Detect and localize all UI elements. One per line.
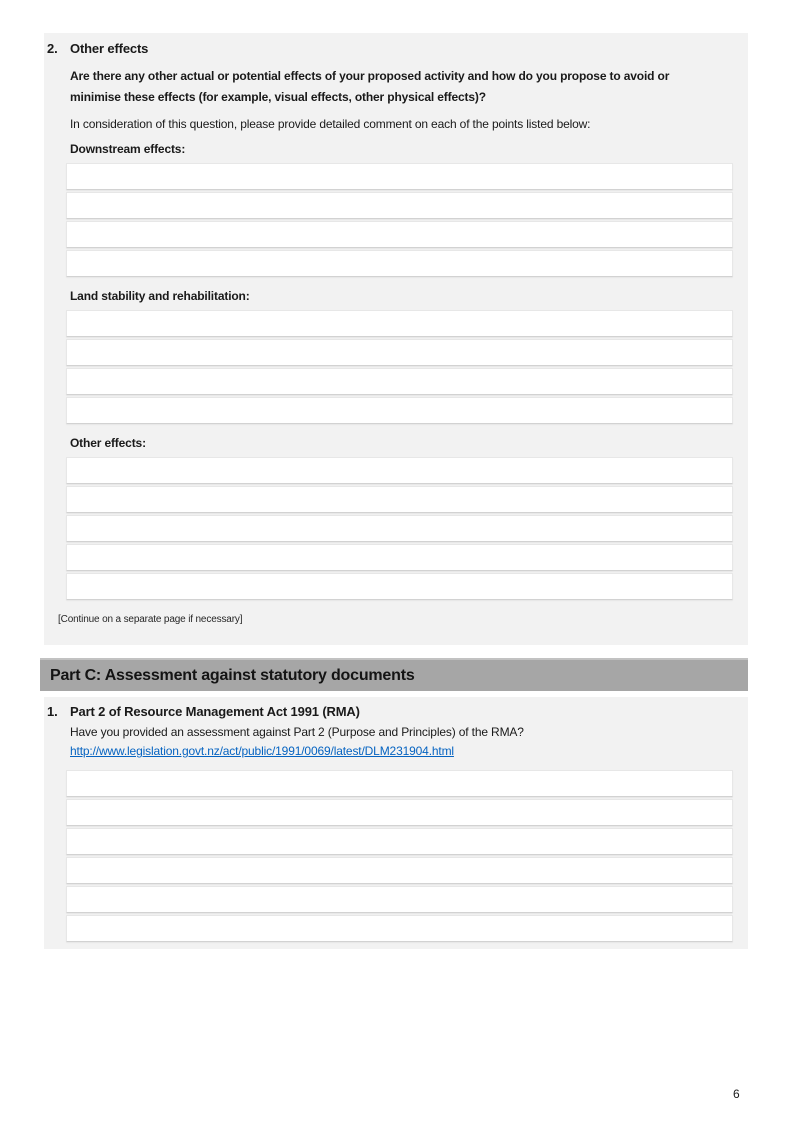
part-c-banner	[40, 658, 748, 691]
input-lines-rma-assessment	[66, 770, 733, 942]
section-title: Other effects	[70, 41, 149, 56]
input-line[interactable]	[66, 250, 733, 277]
input-line[interactable]	[66, 339, 733, 366]
input-line[interactable]	[66, 770, 733, 797]
input-lines-land-stability	[66, 310, 733, 424]
page-number: 6	[733, 1087, 740, 1101]
input-line[interactable]	[66, 515, 733, 542]
part-c-banner-title: Part C: Assessment against statutory documents	[50, 666, 415, 684]
input-lines-other-effects	[66, 457, 733, 600]
input-line[interactable]	[66, 573, 733, 600]
input-line[interactable]	[66, 828, 733, 855]
subsection-land-stability	[66, 289, 733, 424]
section-number: 2.	[47, 41, 58, 56]
input-line[interactable]	[66, 163, 733, 190]
field-label-downstream-effects: Downstream effects:	[70, 142, 186, 156]
input-line[interactable]	[66, 457, 733, 484]
input-line[interactable]	[66, 192, 733, 219]
input-line[interactable]	[66, 544, 733, 571]
field-label-other-effects: Other effects:	[70, 436, 146, 450]
subsection-other-effects	[66, 436, 733, 600]
section-other-effects	[44, 33, 748, 645]
continue-note: [Continue on a separate page if necessary]	[58, 614, 243, 625]
input-line[interactable]	[66, 397, 733, 424]
section-title: Part 2 of Resource Management Act 1991 (RMA)	[70, 704, 360, 719]
section-body	[66, 725, 733, 942]
input-line[interactable]	[66, 221, 733, 248]
input-line[interactable]	[66, 310, 733, 337]
input-line[interactable]	[66, 486, 733, 513]
input-lines-downstream-effects	[66, 163, 733, 277]
section-question: Have you provided an assessment against Part 2 (Purpose and Principles) of the RMA?	[70, 725, 524, 739]
section-part2-rma	[44, 697, 748, 949]
section-question: Are there any other actual or potential effects of your proposed activity and how do you propose to avoid or minimise these effects (for example, visual effects, other physical effects)?	[70, 69, 670, 104]
legislation-link[interactable]: http://www.legislation.govt.nz/act/public/1991/0069/latest/DLM231904.html	[70, 744, 454, 758]
subsection-downstream-effects	[66, 142, 733, 277]
section-body	[58, 66, 733, 626]
input-line[interactable]	[66, 915, 733, 942]
input-line[interactable]	[66, 799, 733, 826]
input-line[interactable]	[66, 857, 733, 884]
section-heading	[47, 41, 733, 56]
field-label-land-stability: Land stability and rehabilitation:	[70, 289, 250, 303]
input-line[interactable]	[66, 886, 733, 913]
section-heading	[47, 704, 733, 719]
section-number: 1.	[47, 704, 58, 719]
input-line[interactable]	[66, 368, 733, 395]
section-instruction: In consideration of this question, please provide detailed comment on each of the points listed below:	[70, 117, 591, 131]
